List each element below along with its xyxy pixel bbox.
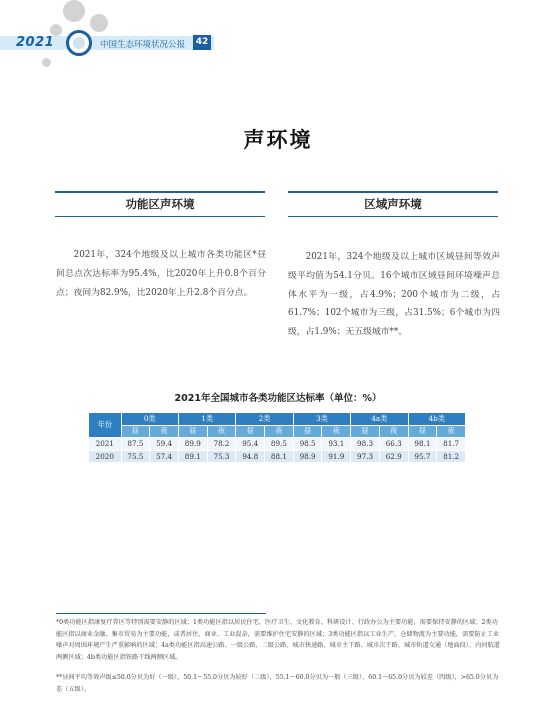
section-text-regional: 2021年，324个地级及以上城市区域昼间等效声级平均值为54.1分贝。16个城市区域昼间环境噪声总体水平为一级，占4.9%；200个城市为二级，占61.7%；102个城市为三级，占31.5%；6个城市为四级，占1.9%；无五级城市**。: [288, 252, 500, 338]
rate-cell: 62.9: [379, 450, 408, 463]
header-ring-logo: [66, 30, 92, 56]
rate-cell: 98.5: [293, 438, 322, 451]
rate-cell: 75.3: [207, 450, 236, 463]
category-header: 2类: [236, 413, 293, 426]
night-header: 夜: [265, 425, 294, 438]
page-title: 声环境: [243, 127, 313, 152]
decor-dot: [42, 58, 51, 67]
rate-cell: 89.1: [178, 450, 207, 463]
rate-cell: 88.1: [265, 450, 294, 463]
rate-cell: 57.4: [150, 450, 179, 463]
table-row: [89, 438, 466, 451]
day-header: 昼: [121, 425, 150, 438]
night-header: 夜: [207, 425, 236, 438]
footnote-noise-levels: **昼间平均等效声级≤50.0分贝为好（一级），50.1～55.0分贝为较好（二级），55.1～60.0分贝为一般（三级），60.1～65.0分贝为较差（四级），>65.0分贝为差（五级）。: [56, 674, 499, 693]
category-header: 0类: [121, 413, 178, 426]
rate-cell: 93.1: [322, 438, 351, 451]
decor-dot: [63, 0, 85, 22]
compliance-rate-table: [88, 412, 466, 463]
rate-cell: 81.7: [437, 438, 466, 451]
page-number: 42: [193, 35, 211, 50]
night-header: 夜: [150, 425, 179, 438]
rate-cell: 94.8: [236, 450, 265, 463]
category-header: 1类: [178, 413, 235, 426]
footnote-functional-zones: *0类功能区指康复疗养区等特别需要安静的区域；1类功能区指以居民住宅、医疗卫生、文化教育、科研设计、行政办公为主要功能，需要保持安静的区域；2类功能区指以商业金融、集市贸易为主要功能，或者居住、商业、工业混杂，需要维护住宅安静的区域；3类功能区指以工业生产、仓储物流为主要功能，需要防止工业噪声对周围环境产生严重影响的区域；4a类功能区指高速公路、一级公路、二级公路、城市快速路、城市主干路、城市次干路、城市轨道交通（地面段）、内河航道两侧区域；4b类功能区指铁路干线两侧区域。: [56, 619, 500, 661]
year-header: 年份: [89, 413, 122, 438]
night-header: 夜: [437, 425, 466, 438]
rate-cell: 98.1: [408, 438, 437, 451]
section-text-functional-zone: 2021年，324个地级及以上城市各类功能区*昼间总点次达标率为95.4%，比2020年上升0.8个百分点；夜间为82.9%，比2020年上升2.8个百分点。: [56, 250, 266, 298]
rate-cell: 95.4: [236, 438, 265, 451]
rate-cell: 98.3: [351, 438, 380, 451]
day-header: 昼: [408, 425, 437, 438]
rate-cell: 87.5: [121, 438, 150, 451]
category-header: 4a类: [351, 413, 408, 426]
rate-cell: 66.3: [379, 438, 408, 451]
rate-cell: 98.9: [293, 450, 322, 463]
rate-cell: 89.5: [265, 438, 294, 451]
night-header: 夜: [379, 425, 408, 438]
rate-cell: 78.2: [207, 438, 236, 451]
day-header: 昼: [351, 425, 380, 438]
header-year: 2021: [16, 35, 55, 50]
rate-cell: 95.7: [408, 450, 437, 463]
year-cell: 2020: [89, 450, 122, 463]
table-row: [89, 450, 466, 463]
table-title: 2021年全国城市各类功能区达标率（单位：%）: [174, 393, 382, 404]
day-header: 昼: [293, 425, 322, 438]
decor-dot: [90, 14, 108, 32]
night-header: 夜: [322, 425, 351, 438]
category-header: 4b类: [408, 413, 465, 426]
section-heading-regional: 区域声环境: [288, 191, 498, 217]
rate-cell: 81.2: [437, 450, 466, 463]
footnote-divider: [56, 613, 266, 614]
rate-cell: 75.5: [121, 450, 150, 463]
year-cell: 2021: [89, 438, 122, 451]
header-publication: 中国生态环境状况公报: [100, 40, 186, 50]
rate-cell: 97.3: [351, 450, 380, 463]
rate-cell: 89.9: [178, 438, 207, 451]
day-header: 昼: [236, 425, 265, 438]
rate-cell: 91.9: [322, 450, 351, 463]
day-header: 昼: [178, 425, 207, 438]
page-header: [0, 0, 556, 70]
section-heading-functional-zone: 功能区声环境: [55, 191, 265, 217]
rate-cell: 59.4: [150, 438, 179, 451]
category-header: 3类: [293, 413, 350, 426]
